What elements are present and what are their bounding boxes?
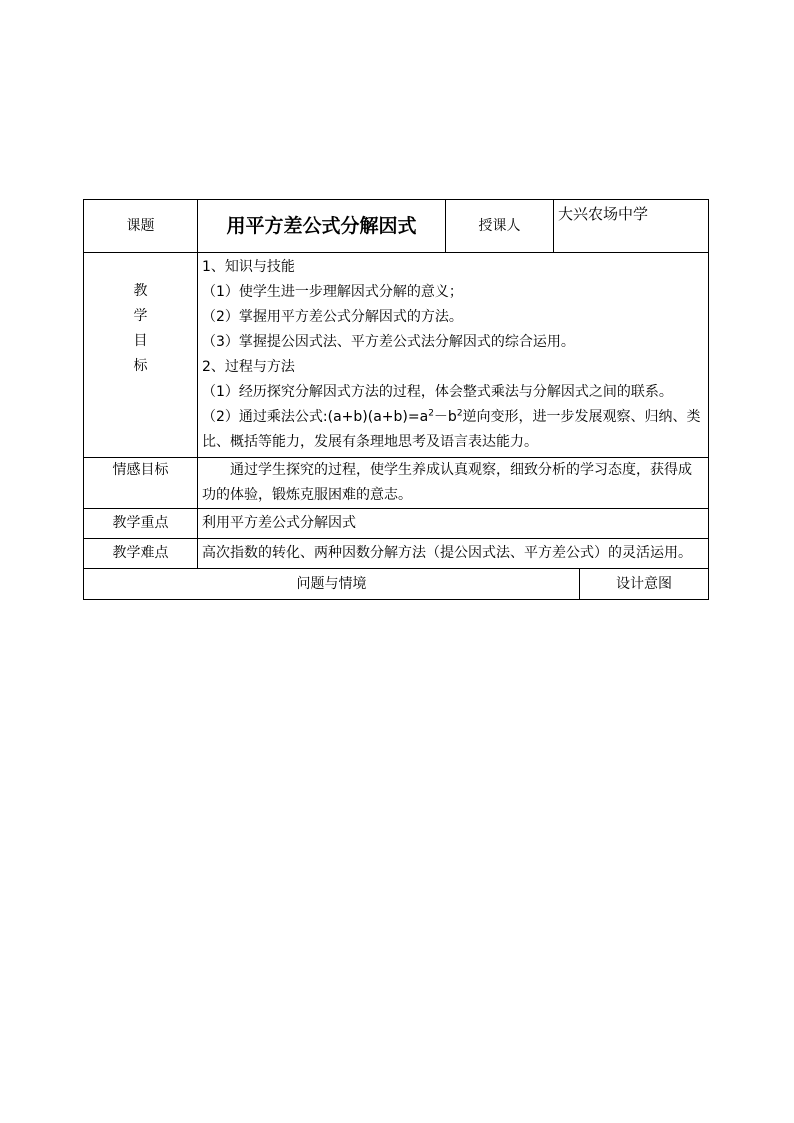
difficulty-text: 高次指数的转化、两种因数分解方法（提公因式法、平方差公式）的灵活运用。 — [198, 539, 709, 569]
section1-item: （2）掌握用平方差公式分解因式的方法。 — [202, 309, 463, 325]
emotion-text: 通过学生探究的过程，使学生养成认真观察，细致分析的学习态度，获得成功的体验，锻炼克服困难的意志。 — [202, 462, 692, 503]
emotion-content — [198, 458, 709, 509]
section1-item: （3）掌握提公因式法、平方差公式法分解因式的综合运用。 — [202, 334, 575, 350]
section2-item: （1）经历探究分解因式方法的过程，体会整式乘法与分解因式之间的联系。 — [202, 384, 673, 400]
difficulty-row — [84, 539, 709, 569]
header-row — [84, 200, 709, 253]
goals-label-char: 学 — [133, 308, 148, 324]
topic-title: 用平方差公式分解因式 — [198, 200, 446, 253]
teacher-label: 授课人 — [446, 200, 554, 253]
section2-title: 2、过程与方法 — [202, 359, 295, 375]
school-name: 大兴农场中学 — [554, 200, 709, 253]
goals-content — [198, 253, 709, 458]
emotion-label: 情感目标 — [84, 458, 198, 509]
key-point-text: 利用平方差公式分解因式 — [198, 509, 709, 539]
section1-title: 1、知识与技能 — [202, 259, 295, 275]
goals-label-char: 教 — [133, 283, 148, 299]
difficulty-label: 教学难点 — [84, 539, 198, 569]
footer-row — [84, 569, 709, 600]
lesson-plan-table — [83, 199, 709, 600]
formula-prefix: （2）通过乘法公式:(a+b)(a+b)=a — [202, 409, 429, 425]
goals-row — [84, 253, 709, 458]
emotion-row — [84, 458, 709, 509]
section2-item-formula — [202, 405, 704, 455]
footer-left: 问题与情境 — [84, 569, 580, 600]
key-point-row — [84, 509, 709, 539]
footer-right: 设计意图 — [580, 569, 709, 600]
exponent: 2 — [428, 408, 434, 419]
section1-item: （1）使学生进一步理解因式分解的意义； — [202, 284, 463, 300]
goals-label-char: 目 — [133, 333, 148, 349]
formula-suffix: 逆向变形，进一步发展观察、归纳、类比、概括等能力，发展有条理地思考及语言表达能力。 — [202, 409, 701, 450]
goals-label — [84, 253, 198, 458]
formula-mid: －b — [433, 409, 457, 425]
goals-label-char: 标 — [133, 358, 148, 374]
exponent: 2 — [456, 408, 463, 419]
topic-label: 课题 — [84, 200, 198, 253]
key-point-label: 教学重点 — [84, 509, 198, 539]
